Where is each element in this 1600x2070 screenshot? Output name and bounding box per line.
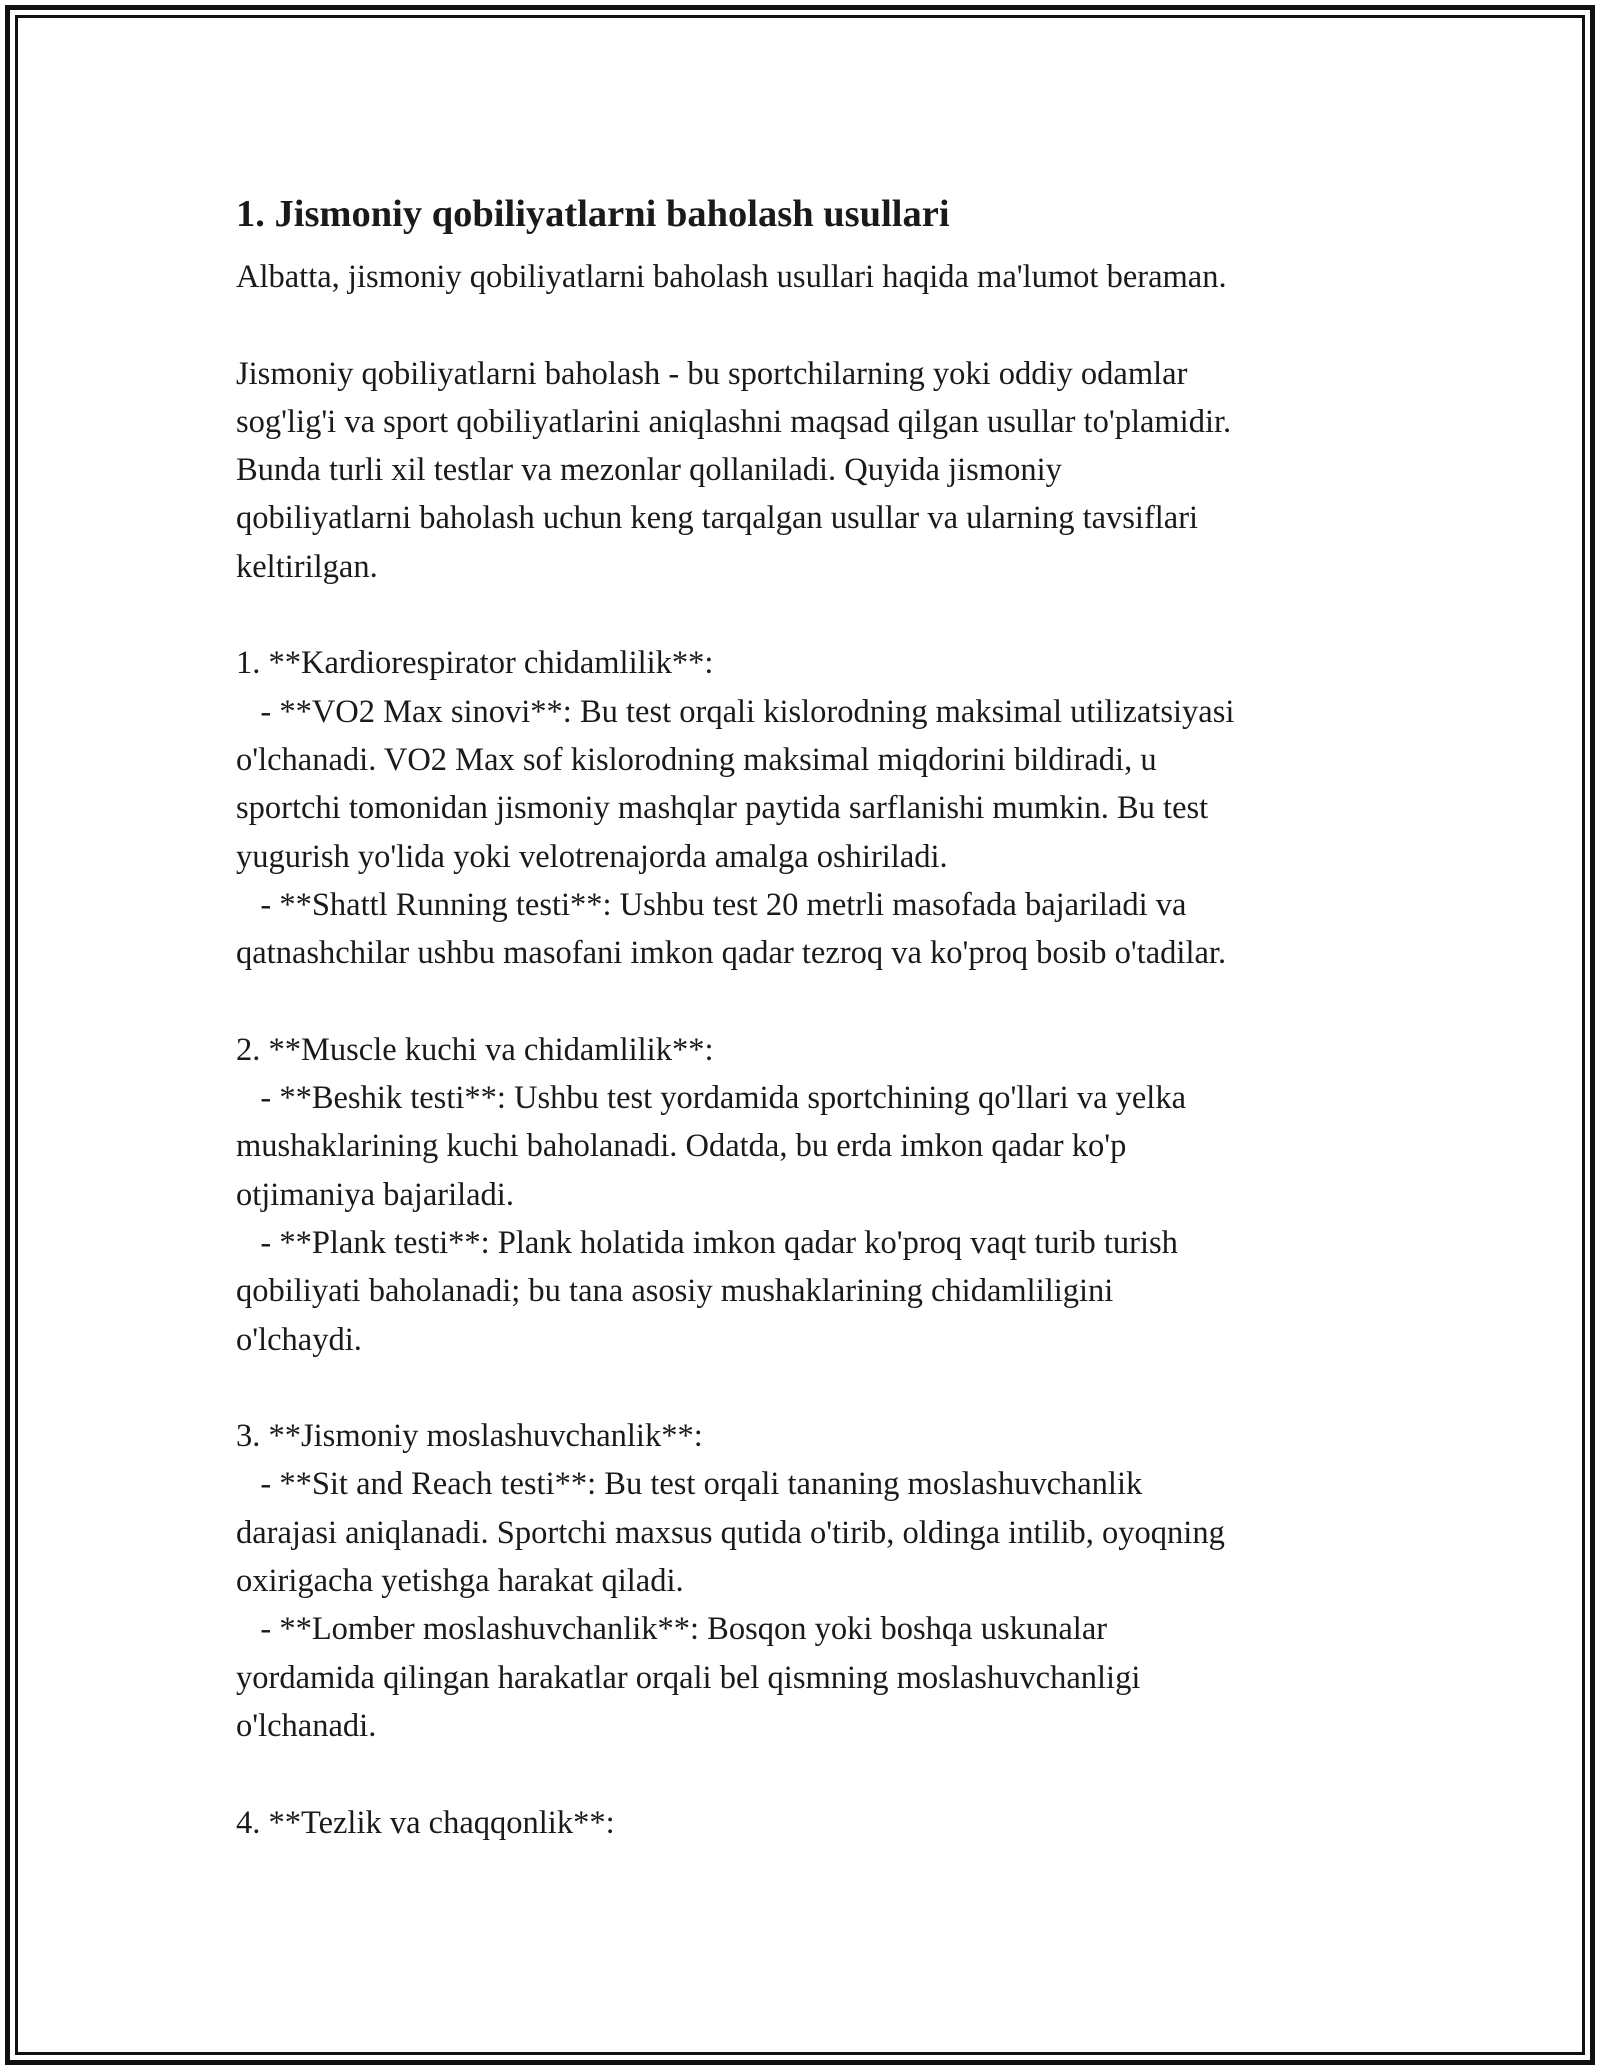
text-line: - **Lomber moslashuvchanlik**: Bosqon yoki boshqa uskunalar [236,1611,1108,1648]
text-line: sportchi tomonidan jismoniy mashqlar paytida sarflanishi mumkin. Bu test [236,790,1209,827]
text-line: - **VO2 Max sinovi**: Bu test orqali kislorodning maksimal utilizatsiyasi [236,693,1235,730]
document-text [236,253,1376,1847]
text-line [236,1364,1376,1412]
text-line: qobiliyatlarni baholash uchun keng tarqalgan usullar va ularning tavsiflari [236,500,1199,537]
text-line: otjimaniya bajariladi. [236,1176,514,1213]
text-line: - **Sit and Reach testi**: Bu test orqali tananing moslashuvchanlik [236,1466,1143,1503]
text-line [236,1750,1376,1798]
text-line: Jismoniy qobiliyatlarni baholash - bu sportchilarning yoki oddiy odamlar [236,355,1188,392]
text-line: keltirilgan. [236,548,378,585]
text-line: o'lchanadi. VO2 Max sof kislorodning maksimal miqdorini bildiradi, u [236,741,1157,778]
text-line: Albatta, jismoniy qobiliyatlarni baholash usullari haqida ma'lumot beraman. [236,259,1227,295]
text-line: 4. **Tezlik va chaqqonlik**: [236,1804,615,1841]
text-line [236,977,1376,1025]
text-line: 3. **Jismoniy moslashuvchanlik**: [236,1418,703,1455]
text-line: 1. **Kardiorespirator chidamlilik**: [236,645,714,682]
text-line: darajasi aniqlanadi. Sportchi maxsus qutida o'tirib, oldinga intilib, oyoqning [236,1514,1225,1551]
text-line: mushaklarining kuchi baholanadi. Odatda, bu erda imkon qadar ko'p [236,1128,1127,1165]
text-line: qatnashchilar ushbu masofani imkon qadar tezroq va ko'proq bosib o'tadilar. [236,935,1227,972]
text-line: - **Plank testi**: Plank holatida imkon qadar ko'proq vaqt turib turish [236,1224,1178,1261]
text-line [236,301,1376,349]
text-line: yordamida qilingan harakatlar orqali bel qismning moslashuvchanligi [236,1659,1141,1696]
text-line: - **Shattl Running testi**: Ushbu test 20 metrli masofada bajariladi va [236,886,1187,923]
text-line: yugurish yo'lida yoki velotrenajorda amalga oshiriladi. [236,838,948,875]
document-body [236,185,1376,1847]
text-line: - **Beshik testi**: Ushbu test yordamida sportchining qo'llari va yelka [236,1080,1187,1117]
text-line [236,591,1376,639]
text-line: 2. **Muscle kuchi va chidamlilik**: [236,1031,714,1068]
text-line: sog'lig'i va sport qobiliyatlarini aniqlashni maqsad qilgan usullar to'plamidir. [236,403,1232,440]
text-line: o'lchaydi. [236,1321,362,1358]
text-line: oxirigacha yetishga harakat qiladi. [236,1563,684,1600]
text-line: Bunda turli xil testlar va mezonlar qollaniladi. Quyida jismoniy [236,452,1062,489]
text-line: o'lchanadi. [236,1707,377,1744]
text-line: qobiliyati baholanadi; bu tana asosiy mushaklarining chidamliligini [236,1273,1114,1310]
document-title: 1. Jismoniy qobiliyatlarni baholash usullari [236,193,950,235]
